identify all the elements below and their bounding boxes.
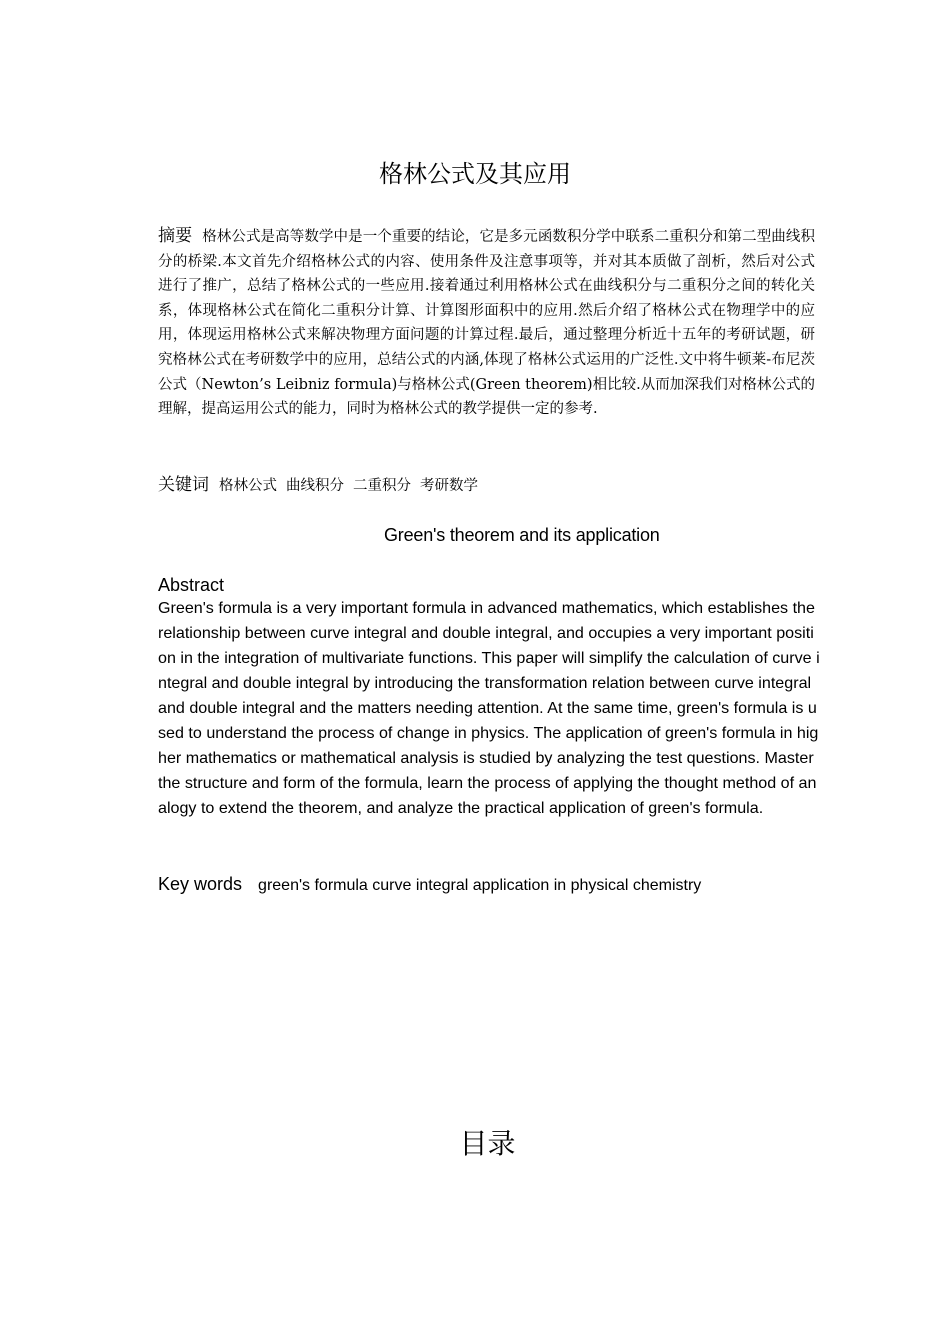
table-of-contents-title: 目录 [459, 1127, 516, 1160]
english-abstract-heading: Abstract [158, 575, 225, 595]
english-abstract-text: Green's formula is a very important formula in advanced mathematics, which establishes the relationship between curve integral and double integral, and occupies a very important position in the integration of multivariate functions. This paper will simplify the calculation of curve integral and double integral by introducing the transformation relation between curve integral and double integral and the matters needing attention. At the same time, green's formula is used to understand the process of change in physics. The application of green's formula in higher mathematics or mathematical analysis is studied by analyzing the test questions. Master the structure and form of the formula, learn the process of applying the thought method of analogy to extend the theorem, and analyze the practical application of green's formula. [158, 599, 820, 817]
chinese-keyword: 考研数学 [420, 478, 478, 494]
chinese-keyword: 格林公式 [219, 478, 277, 494]
chinese-title: 格林公式及其应用 [379, 160, 571, 188]
english-keywords [158, 870, 858, 900]
chinese-keywords [158, 472, 818, 499]
chinese-abstract-label: 摘要 [158, 226, 193, 246]
chinese-keywords-label: 关键词 [158, 475, 209, 495]
chinese-keyword: 曲线积分 [286, 478, 344, 494]
english-keywords-text: green's formula curve integral application in physical chemistry [258, 877, 702, 894]
english-keywords-label: Key words [158, 874, 243, 894]
english-title: Green's theorem and its application [384, 525, 660, 545]
chinese-abstract [158, 224, 815, 422]
chinese-keyword: 二重积分 [353, 478, 411, 494]
chinese-abstract-text: 格林公式是高等数学中是一个重要的结论，它是多元函数积分学中联系二重积分和第二型曲线积分的桥梁.本文首先介绍格林公式的内容、使用条件及注意事项等，并对其本质做了剖析，然后对公式进行了推广，总结了格林公式的一些应用.接着通过利用格林公式在曲线积分与二重积分之间的转化关系，体现格林公式在简化二重积分计算、计算图形面积中的应用.然后介绍了格林公式在物理学中的应用，体现运用格林公式来解决物理方面问题的计算过程.最后，通过整理分析近十五年的考研试题，研究格林公式在考研数学中的应用，总结公式的内涵,体现了格林公式运用的广泛性.文中将牛顿莱-布尼茨公式（Newton’s Leibniz formula)与格林公式(Green theorem)相比较.从而加深我们对格林公式的理解，提高运用公式的能力，同时为格林公式的教学提供一定的参考. [158, 229, 815, 418]
